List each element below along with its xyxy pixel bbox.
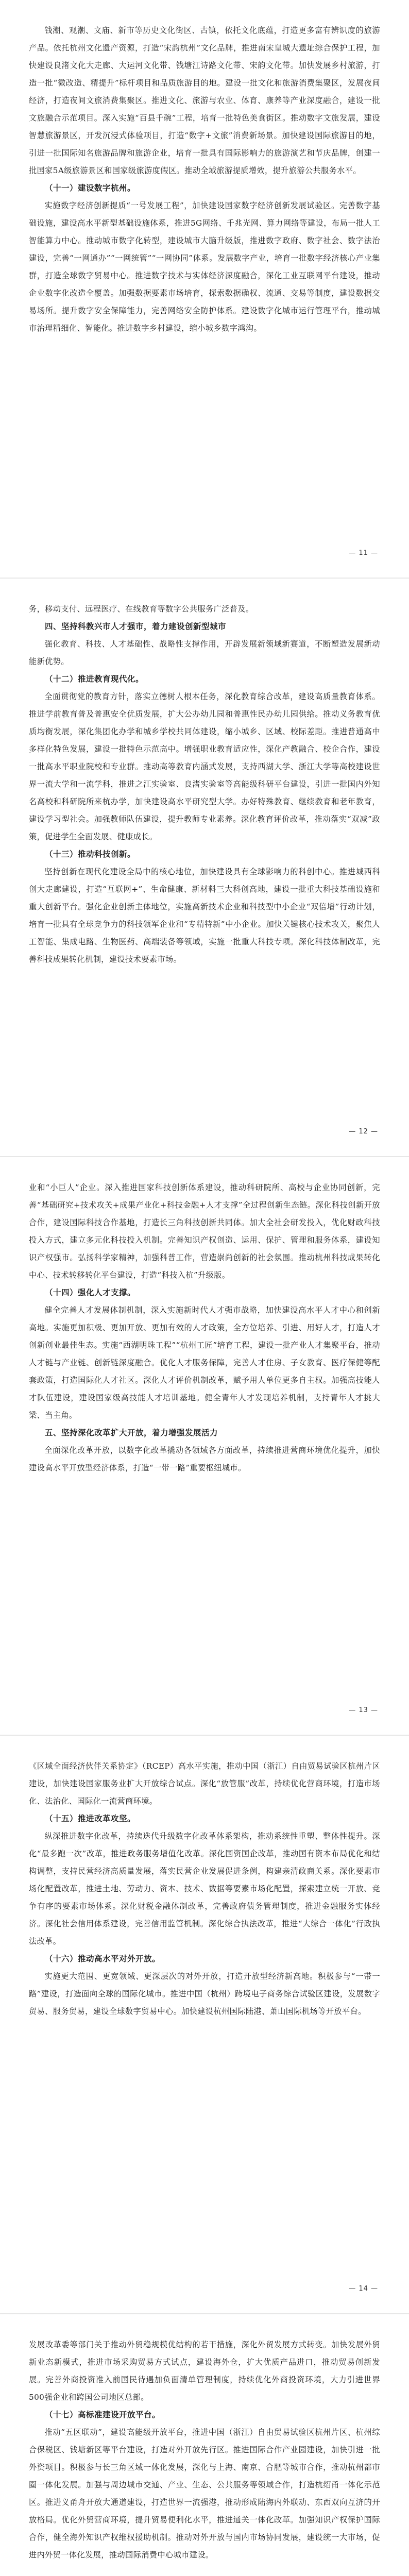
paragraph: 纵深推进数字化改革，持续迭代升级数字化改革体系架构，推动系统性重塑、整体性提升。深化“最多跑一次”改革，推进政务服务增值化改革。深化国资国企改革，推动国有资本布局优化和结构调整，支持民营经济高质量发展，落实民营企业发展促进条例，构建亲清政商关系。深化要素市场化配置改革，推进土地、劳动力、资本、技术、数据等要素市场化配置，探索建立统一开放、竞争有序的要素市场体系。深化财税金融体制改革，完善政府债务管理制度，推进金融服务实体经济。深化社会信用体系建设，完善信用监管机制。深化综合执法改革，推进“大综合一体化”行政执法改革。 xyxy=(29,1832,380,1946)
chapter-heading: 四、坚持科教兴市人才强市，着力建设创新型城市 xyxy=(45,622,227,631)
page-number: — 12 — xyxy=(349,1128,378,1136)
page-number: — 11 — xyxy=(349,549,378,557)
paragraph: 全面贯彻党的教育方针，落实立德树人根本任务，深化教育综合改革，建设高质量教育体系。推进学前教育普及普惠安全优质发展，扩大公办幼儿园和普惠性民办幼儿园供给。推动义务教育优质均衡发展，深化集团化办学和城乡学校共同体建设，缩小城乡、区域、校际差距。推进普通高中多样化特色发展，建设一批特色示范高中。增强职业教育适应性，深化产教融合、校企合作，建设一批高水平职业院校和专业群。推动高等教育内涵式发展，支持西湖大学、浙江大学等高校建设世界一流大学和一流学科，推进之江实验室、良渚实验室等高能级科研平台建设，引进一批国内外知名高校和科研院所来杭办学，加快建设高水平研究型大学。办好特殊教育、继续教育和老年教育，建设学习型社会。加强教师队伍建设，提升教师专业素养。深化教育评价改革，推动落实“双减”政策，促进学生全面发展、健康成长。 xyxy=(29,692,380,841)
paragraph: 实施更大范围、更宽领域、更深层次的对外开放，打造开放型经济新高地。积极参与“一带一路”建设，打造面向全球的国际化城市。推进中国（杭州）跨境电子商务综合试验区建设，发展数字贸易、服务贸易，建设全球数字贸易中心。加快建设杭州国际陆港、萧山国际机场等开放平台。 xyxy=(29,1972,380,2016)
section-heading: （十一）建设数字杭州。 xyxy=(45,183,136,193)
section-heading: （十三）推动科技创新。 xyxy=(45,850,136,859)
page-14 xyxy=(0,1736,409,2314)
chapter-heading: 五、坚持深化改革扩大开放，着力增强发展活力 xyxy=(45,1428,218,1437)
paragraph: 健全完善人才发展体制机制，深入实施新时代人才强市战略，加快建设高水平人才中心和创新高地。实施更加积极、更加开放、更加有效的人才政策，全方位培养、引进、用好人才，打造人才创新创业最佳生态。实施“西湖明珠工程”“杭州工匠”培育工程，建设一批产业人才集聚平台，推动人才链与产业链、创新链深度融合。优化人才服务保障，完善人才住房、子女教育、医疗保健等配套政策，打造国际化人才社区。深化人才评价机制改革，赋予用人单位更多自主权。加强高技能人才队伍建设，建设国家级高技能人才培训基地。健全青年人才发现培养机制，支持青年人才挑大梁、当主角。 xyxy=(29,1306,380,1420)
page-number: — 13 — xyxy=(349,1706,378,1714)
page-number: — 14 — xyxy=(349,2285,378,2293)
paragraph: 坚持创新在现代化建设全局中的核心地位，加快建设具有全球影响力的科创中心。推进城西科创大走廊建设，打造“互联网+”、生命健康、新材料三大科创高地，建设一批重大科技基础设施和重大创新平台。强化企业创新主体地位，实施高新技术企业和科技型中小企业“双倍增”行动计划，培育一批具有全球竞争力的科技领军企业和“专精特新”中小企业。加快关键核心技术攻关，聚焦人工智能、集成电路、生物医药、高端装备等领域，实施一批重大科技专项。深化科技体制改革，完善科技成果转化机制，建设技术要素市场。 xyxy=(29,867,380,964)
paragraph: 《区域全面经济伙伴关系协定》（RCEP）高水平实施，推动中国（浙江）自由贸易试验区杭州片区建设，加快建设国家服务业扩大开放综合试点。深化“放管服”改革，持续优化营商环境，打造市场化、法治化、国际化一流营商环境。 xyxy=(29,1761,380,1806)
paragraph: 实施数字经济创新提质“一号发展工程”，加快建设国家数字经济创新发展试验区。完善数字基础设施，建设高水平新型基础设施体系，推进5G网络、千兆光网、算力网络等建设，布局一批人工智能算力中心。推动城市数字化转型，建设城市大脑升级版，推进数字政府、数字社会、数字法治建设，完善“一网通办”“一网统管”“一网协同”体系。发展数字产业，培育一批数字经济核心产业集群，打造全球数字贸易中心。推进数字技术与实体经济深度融合，深化工业互联网平台建设，推动企业数字化改造全覆盖。加强数据要素市场培育，探索数据确权、流通、交易等制度，建设数据交易场所。提升数字安全保障能力，完善网络安全防护体系。建设数字化城市运行管理平台，推动城市治理精细化、智能化。推进数字乡村建设，缩小城乡数字鸿沟。 xyxy=(29,201,380,333)
section-heading: （十二）推进教育现代化。 xyxy=(45,674,144,684)
paragraph: 业和“小巨人”企业。深入推进国家科技创新体系建设，推动科研院所、高校与企业协同创新，完善“基础研究+技术攻关+成果产业化+科技金融+人才支撑”全过程创新生态链。深化科技创新开放合作，建设国际科技合作基地，打造长三角科技创新共同体。加大全社会研发投入，优化财政科技投入方式，建立多元化科技投入机制。完善知识产权创造、运用、保护、管理和服务体系，建设知识产权强市。弘扬科学家精神，加强科普工作，营造崇尚创新的社会氛围。推动杭州科技成果转化中心、技术转移转化平台建设，打造“科技入杭”升级版。 xyxy=(29,1183,380,1280)
section-heading: （十五）推进改革攻坚。 xyxy=(45,1814,136,1823)
paragraph: 务，移动支付、远程医疗、在线教育等数字公共服务广泛普及。 xyxy=(29,604,254,614)
paragraph: 推动“五区联动”，建设高能级开放平台，推进中国（浙江）自由贸易试验区杭州片区、杭州综合保税区、钱塘新区等平台建设，打造对外开放先行区。推进国际合作产业园建设，加快引进一批外资项目。积极参与长三角区域一体化发展，深化与上海、南京、合肥等城市合作，推动杭州都市圈一体化发展。加强与周边城市交通、产业、生态、公共服务等领域合作，打造杭绍甬一体化示范区。推进义甬舟开放大通道建设，打造世界一流强港，推动形成陆海内外联动、东西双向互济的开放格局。优化外贸营商环境，提升贸易便利化水平，推进通关一体化改革。加强知识产权保护国际合作，健全海外知识产权维权援助机制。推动对外开放与国内市场协同发展，建设统一大市场，促进内外贸一体化发展，推动国际消费中心城市建设。 xyxy=(29,2428,380,2560)
section-heading: （十四）强化人才支撑。 xyxy=(45,1288,136,1297)
paragraph: 全面深化改革开放，以数字化改革撬动各领域各方面改革，持续推进营商环境优化提升，加快建设高水平开放型经济体系，打造“一带一路”重要枢纽城市。 xyxy=(29,1446,380,1472)
page-12 xyxy=(0,579,409,1157)
page-15 xyxy=(0,2314,409,2576)
paragraph: 发展改革委等部门关于推动外贸稳规模优结构的若干措施，深化外贸发展方式转变。加快发展外贸新业态新模式，推进市场采购贸易方式试点，建设海外仓，扩大优质产品进口，推动贸易创新发展。完善外商投资准入前国民待遇加负面清单管理制度，持续优化外商投资环境，大力引进世界500强企业和跨国公司地区总部。 xyxy=(29,2340,380,2402)
paragraph: 强化教育、科技、人才基础性、战略性支撑作用，开辟发展新领域新赛道，不断塑造发展新动能新优势。 xyxy=(29,639,380,666)
page-11 xyxy=(0,0,409,579)
section-heading: （十七）高标准建设开放平台。 xyxy=(45,2410,161,2419)
section-heading: （十六）推动高水平对外开放。 xyxy=(45,1954,161,1963)
paragraph: 钱潮、观潮、文庙、新市等历史文化街区、古镇，依托文化底蕴，打造更多富有辨识度的旅游产品。依托杭州文化遗产资源，打造“宋韵杭州”文化品牌，推进南宋皇城大遗址综合保护工程，加快建设良渚文化大走廊、大运河文化带、钱塘江诗路文化带、宋韵文化带。加快发展乡村旅游，打造一批“微改造、精提升”标杆项目和品质旅游目的地。建设一批文化和旅游消费集聚区，发展夜间经济，打造夜间文旅消费集聚区。推进文化、旅游与农业、体育、康养等产业深度融合，建设一批文旅融合示范项目。深入实施“百县千碗”工程，培育一批特色美食街区。推动数字文旅发展，建设智慧旅游景区，开发沉浸式体验项目，打造“数字+文旅”消费新场景。加快建设国际旅游目的地，引进一批国际知名旅游品牌和旅游企业，培育一批具有国际影响力的旅游演艺和节庆品牌，创建一批国家5A级旅游景区和国家级旅游度假区。推动全域旅游提质增效，提升旅游公共服务水平。 xyxy=(29,26,380,175)
page-13 xyxy=(0,1157,409,1736)
